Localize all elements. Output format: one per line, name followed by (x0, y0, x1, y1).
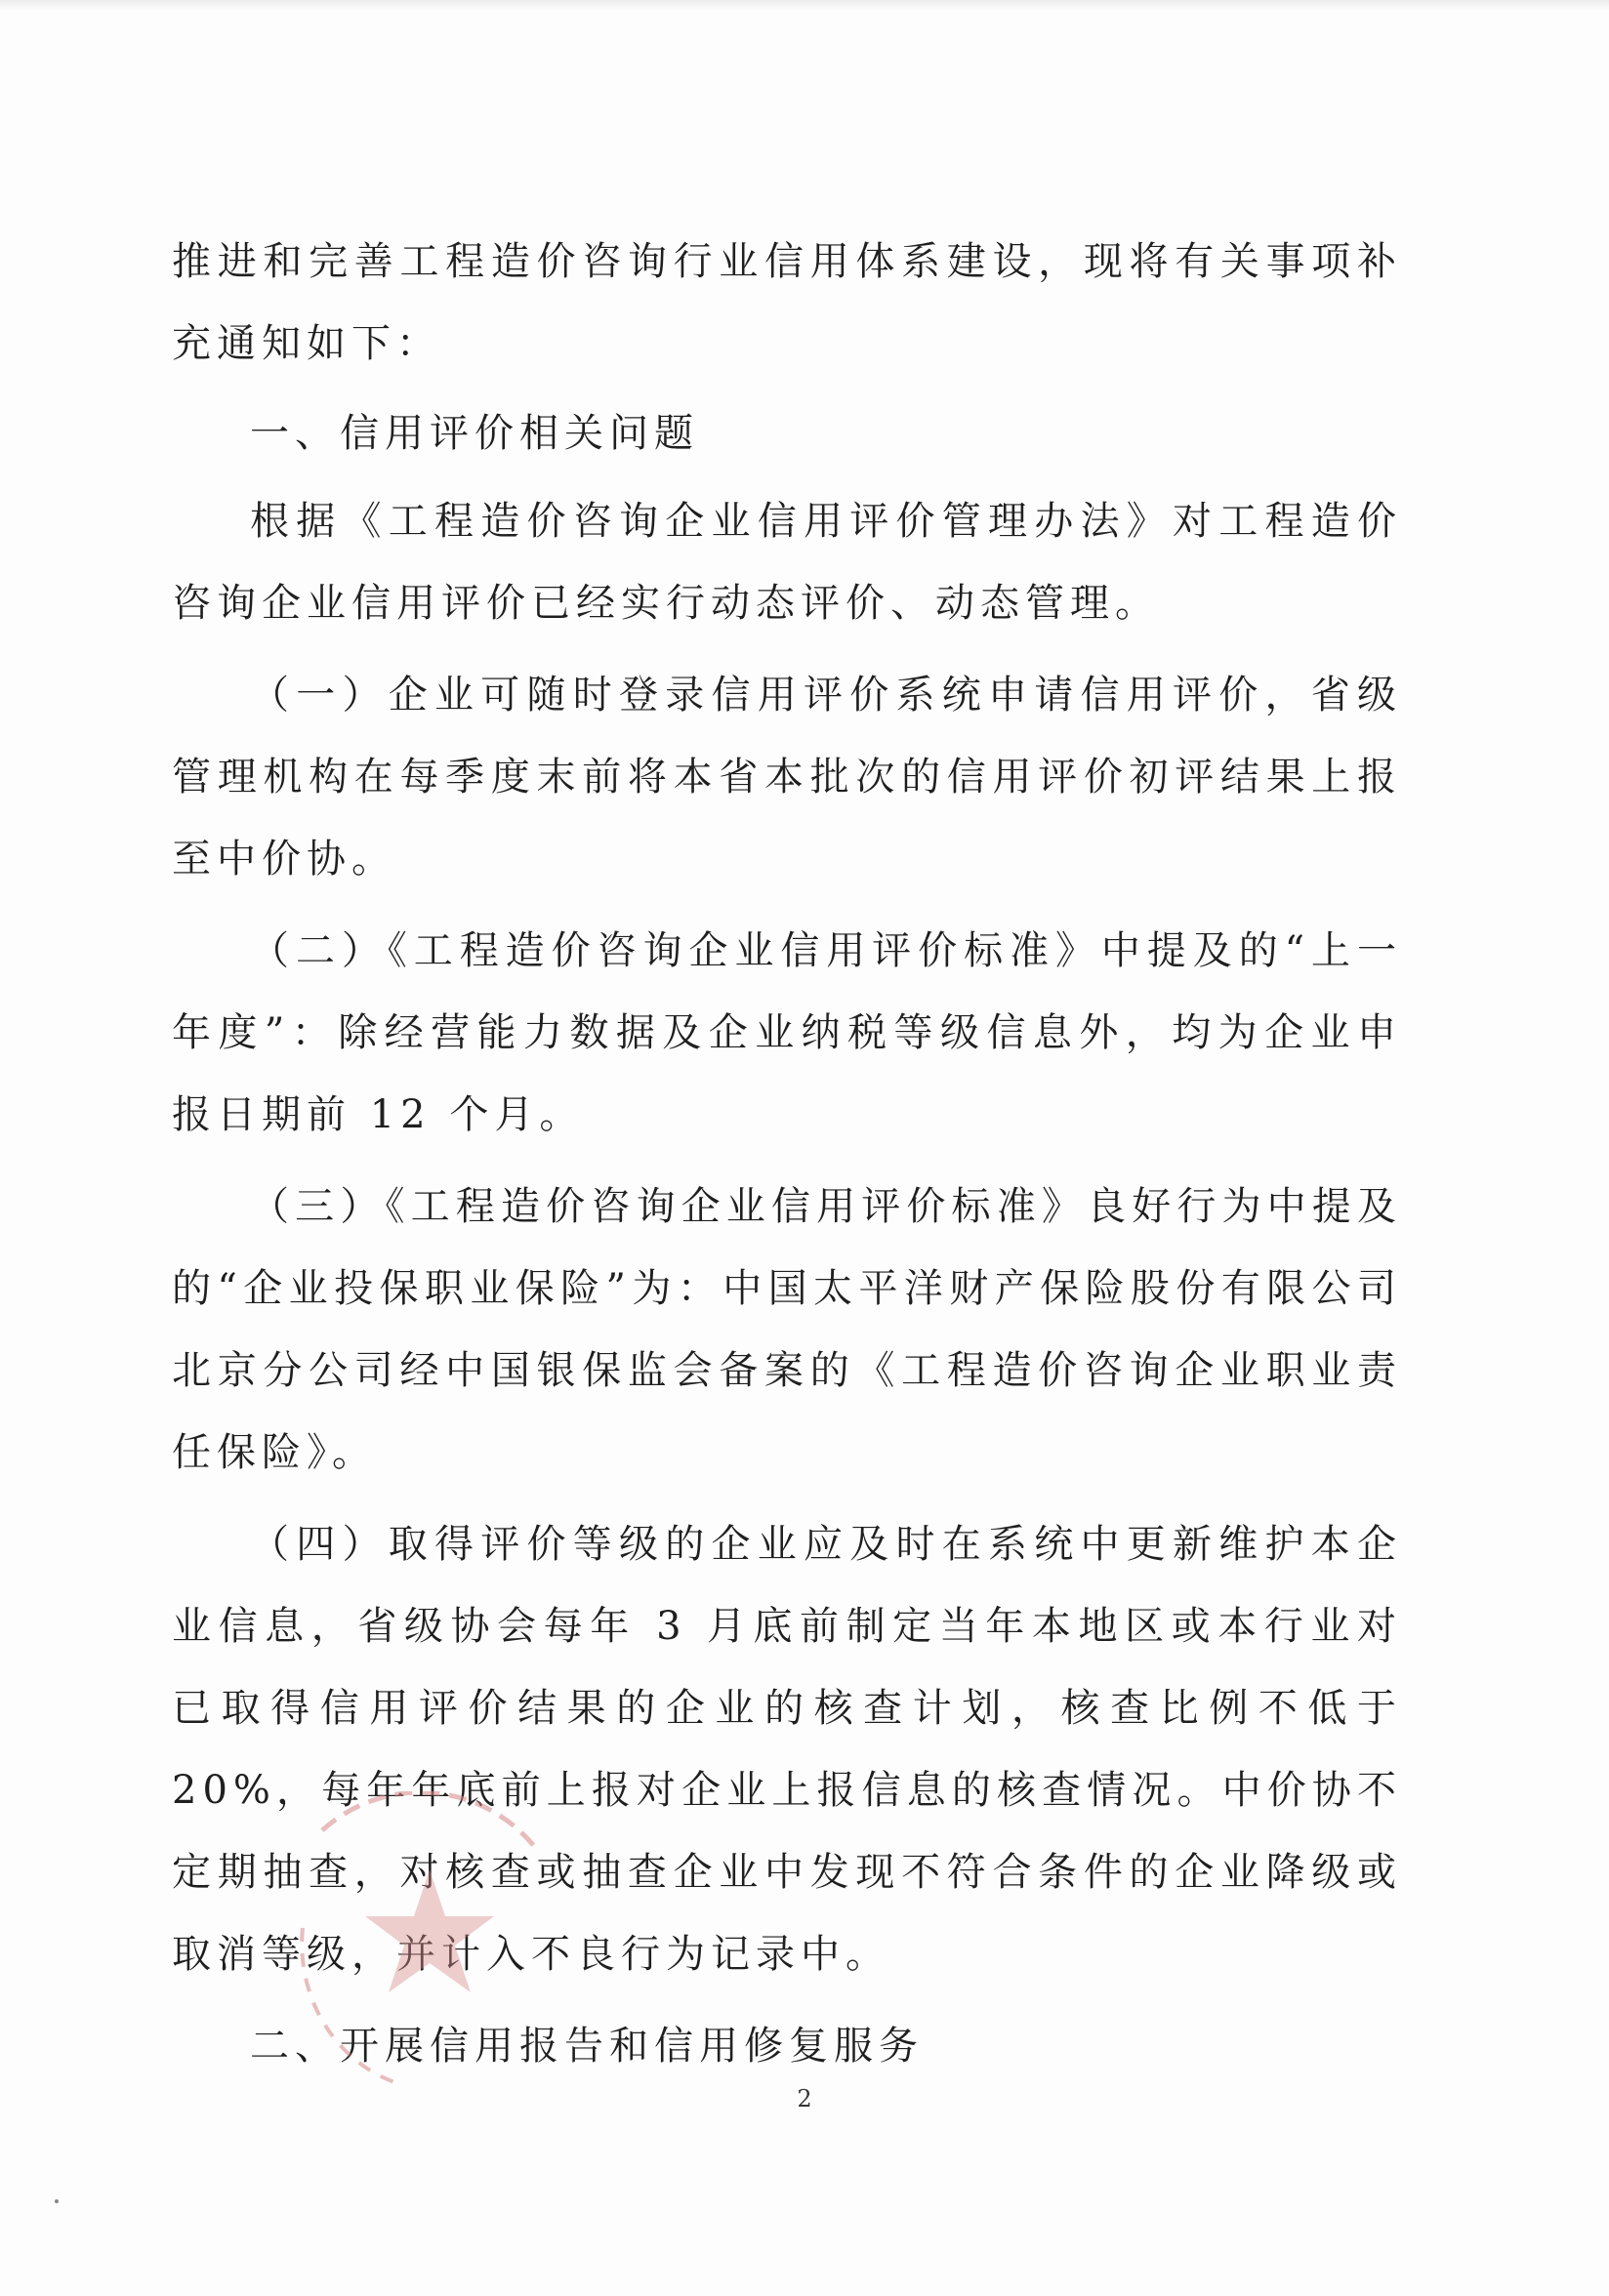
paragraph-dynamic-evaluation: 根据《工程造价咨询企业信用评价管理办法》对工程造价咨询企业信用评价已经实行动态评价、动态管理。 (172, 499, 1402, 626)
paragraph-item-3: （三）《工程造价咨询企业信用评价标准》良好行为中提及的“企业投保职业保险”为：中国太平洋财产保险股份有限公司北京分公司经中国银保监会备案的《工程造价咨询企业职业责任保险》。 (172, 1184, 1402, 1475)
paragraph-intro-continuation: 推进和完善工程造价咨询行业信用体系建设，现将有关事项补充通知如下： (172, 239, 1402, 366)
scan-speck (55, 2199, 59, 2203)
section-heading-credit-report: 二、开展信用报告和信用修复服务 (250, 2024, 924, 2069)
document-body (172, 221, 1402, 2093)
scan-top-edge (0, 0, 1609, 10)
paragraph-item-4: （四）取得评价等级的企业应及时在系统中更新维护本企业信息，省级协会每年 3 月底前制定当年本地区或本行业对已取得信用评价结果的企业的核查计划，核查比例不低于 20%，每年年底前上报对企业上报信息的核查情况。中价协不定期抽查，对核查或抽查企业中发现不符合条件的企业降级或取消等级，并计入不良行为记录中。 (172, 1522, 1402, 1977)
section-heading-credit-evaluation: 一、信用评价相关问题 (250, 411, 699, 456)
paragraph-item-2: （二）《工程造价咨询企业信用评价标准》中提及的“上一年度”：除经营能力数据及企业纳税等级信息外，均为企业申报日期前 12 个月。 (172, 928, 1402, 1137)
paragraph-item-1: （一）企业可随时登录信用评价系统申请信用评价，省级管理机构在每季度末前将本省本批次的信用评价初评结果上报至中价协。 (172, 673, 1402, 882)
page-number: 2 (797, 2085, 812, 2112)
